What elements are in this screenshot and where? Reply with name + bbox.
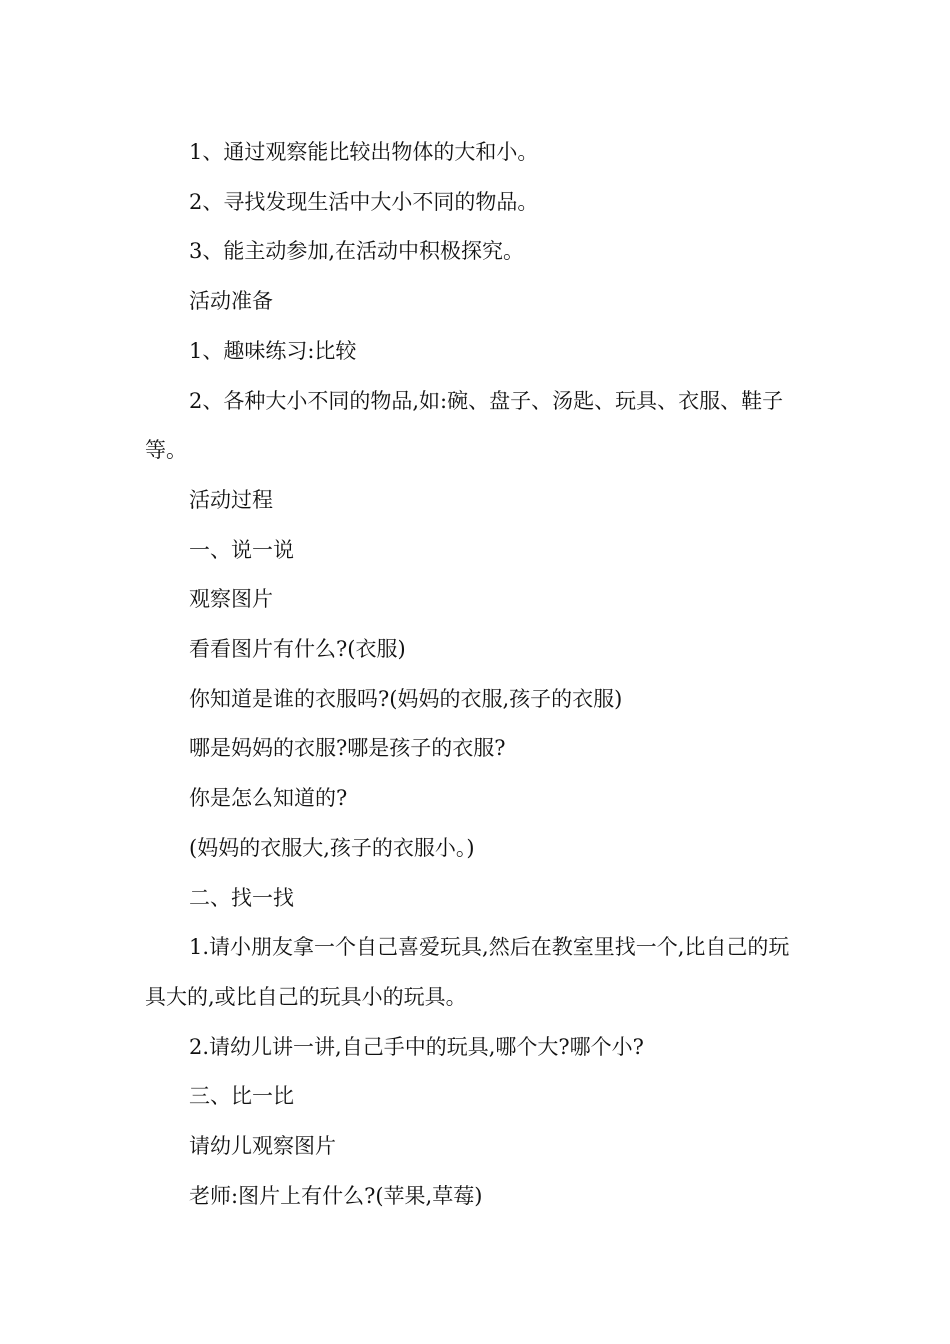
section-heading-process: 活动过程 (189, 487, 273, 512)
document-body (145, 128, 810, 1221)
step-3-line-2: 老师:图片上有什么?(苹果,草莓) (189, 1183, 483, 1208)
step-1-line-1: 观察图片 (189, 587, 273, 612)
step-3-line-1: 请幼儿观察图片 (189, 1134, 336, 1159)
objective-1: 1、通过观察能比较出物体的大和小。 (189, 140, 539, 164)
objective-3: 3、能主动参加,在活动中积极探究。 (189, 239, 525, 264)
objective-2: 2、寻找发现生活中大小不同的物品。 (189, 189, 539, 214)
section-heading-preparation: 活动准备 (189, 289, 273, 314)
step-1-line-5: 你是怎么知道的? (189, 786, 348, 811)
step-heading-1: 一、说一说 (189, 537, 294, 562)
step-1-line-2: 看看图片有什么?(衣服) (189, 637, 406, 662)
preparation-item-1: 1、趣味练习:比较 (189, 338, 357, 363)
step-2-line-2: 2.请幼儿讲一讲,自己手中的玩具,哪个大?哪个小? (189, 1034, 644, 1059)
step-heading-2: 二、找一找 (189, 885, 294, 910)
preparation-item-2: 2、各种大小不同的物品,如:碗、盘子、汤匙、玩具、衣服、鞋子等。 (145, 388, 784, 463)
step-1-line-6: (妈妈的衣服大,孩子的衣服小。) (189, 835, 475, 860)
step-1-line-3: 你知道是谁的衣服吗?(妈妈的衣服,孩子的衣服) (189, 686, 623, 711)
step-1-line-4: 哪是妈妈的衣服?哪是孩子的衣服? (189, 736, 506, 761)
step-heading-3: 三、比一比 (189, 1084, 294, 1109)
step-2-line-1: 1.请小朋友拿一个自己喜爱玩具,然后在教室里找一个,比自己的玩具大的,或比自己的玩具小的玩具。 (145, 935, 790, 1009)
